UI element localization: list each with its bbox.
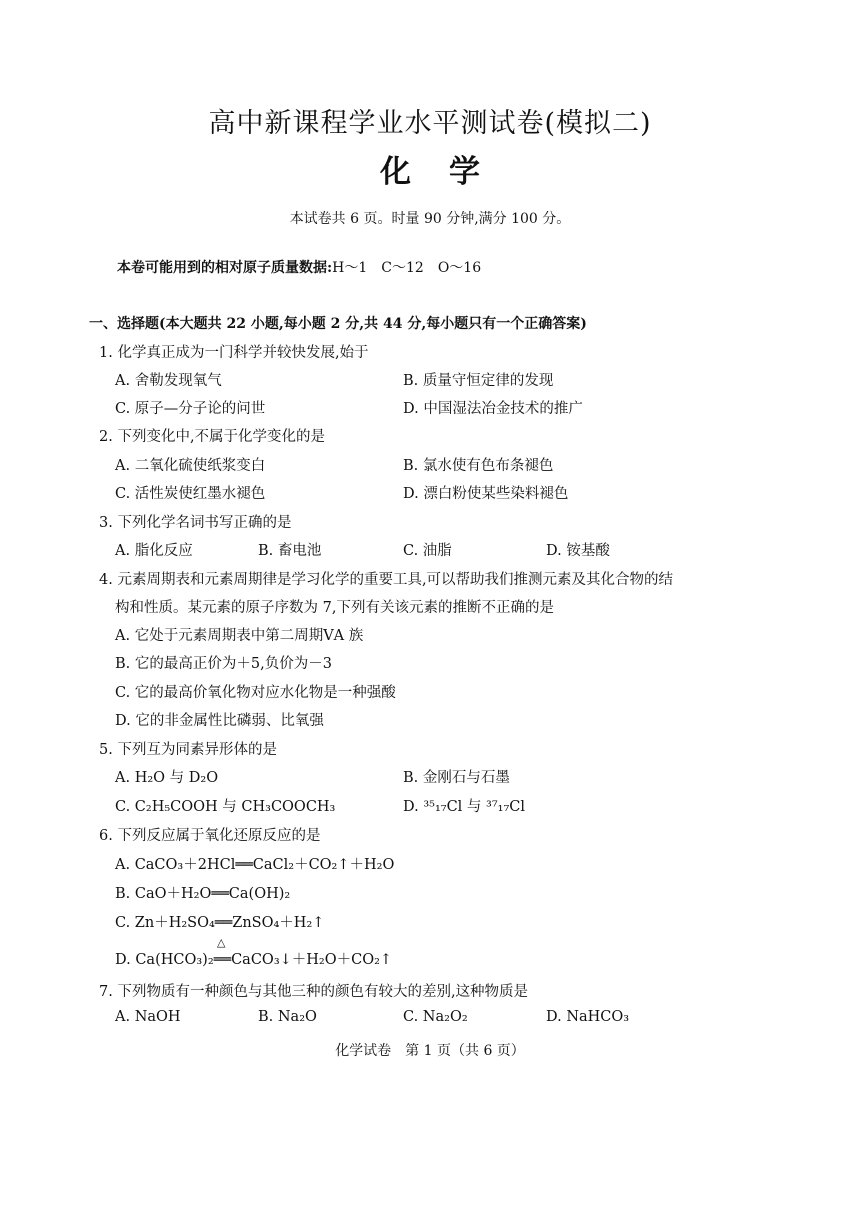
- option-d: D. 铵基酸: [546, 543, 610, 559]
- option-a: A. 舍勒发现氧气: [115, 373, 222, 389]
- option-d: D. ³⁵₁₇Cl 与 ³⁷₁₇Cl: [403, 799, 526, 815]
- option-b: B. 质量守恒定律的发现: [403, 373, 554, 389]
- option-c: C. 它的最高价氧化物对应水化物是一种强酸: [115, 685, 396, 701]
- option-d-text: D. Ca(HCO₃)₂══CaCO₃↓＋H₂O＋CO₂↑: [115, 952, 393, 968]
- option-a: A. H₂O 与 D₂O: [115, 770, 219, 786]
- question-stem-continued: 构和性质。某元素的原子序数为 7,下列有关该元素的推断不正确的是: [115, 600, 554, 616]
- option-a: A. 二氧化硫使纸浆变白: [115, 458, 266, 474]
- option-c: C. 原子—分子论的问世: [115, 401, 266, 417]
- option-c: C. C₂H₅COOH 与 CH₃COOCH₃: [115, 799, 336, 815]
- option-b: B. 它的最高正价为＋5,负价为－3: [115, 656, 332, 672]
- option-d: D. 漂白粉使某些染料褪色: [403, 486, 569, 502]
- option-a: A. 脂化反应: [115, 543, 193, 559]
- option-a: A. 它处于元素周期表中第二周期ⅤA 族: [115, 628, 364, 644]
- question-stem: 2. 下列变化中,不属于化学变化的是: [99, 429, 326, 445]
- paper-title: 高中新课程学业水平测试卷(模拟二): [208, 108, 652, 139]
- option-c: C. 油脂: [403, 543, 452, 559]
- option-c: C. Zn＋H₂SO₄══ZnSO₄＋H₂↑: [115, 915, 325, 931]
- option-d: [115, 936, 393, 969]
- option-b: B. CaO＋H₂O══Ca(OH)₂: [115, 886, 291, 902]
- paper-intro: 本试卷共 6 页。时量 90 分钟,满分 100 分。: [289, 211, 571, 227]
- subject-title: 化学: [380, 154, 518, 190]
- option-a: A. CaCO₃＋2HCl══CaCl₂＋CO₂↑＋H₂O: [115, 857, 395, 873]
- page-footer: 化学试卷 第 1 页（共 6 页）: [335, 1043, 525, 1059]
- option-d: D. NaHCO₃: [546, 1009, 630, 1025]
- option-d: D. 它的非金属性比磷弱、比氧强: [115, 713, 324, 729]
- option-b: B. 氯水使有色布条褪色: [403, 458, 554, 474]
- option-c: C. 活性炭使红墨水褪色: [115, 486, 266, 502]
- question-stem: 6. 下列反应属于氧化还原反应的是: [99, 828, 321, 844]
- option-a: A. NaOH: [115, 1009, 181, 1025]
- option-b: B. 金刚石与石墨: [403, 770, 510, 786]
- heat-symbol: △: [217, 936, 226, 949]
- atomic-mass-values: H～1 C～12 O～16: [332, 260, 482, 276]
- question-stem: 4. 元素周期表和元素周期律是学习化学的重要工具,可以帮助我们推测元素及其化合物的结: [99, 572, 674, 588]
- atomic-mass-line: [117, 257, 481, 277]
- question-stem: 1. 化学真正成为一门科学并较快发展,始于: [99, 345, 369, 361]
- option-b: B. 畜电池: [258, 543, 322, 559]
- option-c: C. Na₂O₂: [403, 1009, 468, 1025]
- atomic-mass-label: 本卷可能用到的相对原子质量数据:: [117, 260, 333, 276]
- question-stem: 7. 下列物质有一种颜色与其他三种的颜色有较大的差别,这种物质是: [99, 984, 529, 1000]
- option-d: D. 中国湿法冶金技术的推广: [403, 401, 583, 417]
- question-stem: 3. 下列化学名词书写正确的是: [99, 515, 292, 531]
- option-b: B. Na₂O: [258, 1009, 317, 1025]
- section-heading: 一、选择题(本大题共 22 小题,每小题 2 分,共 44 分,每小题只有一个正确答案): [89, 316, 587, 332]
- question-stem: 5. 下列互为同素异形体的是: [99, 742, 277, 758]
